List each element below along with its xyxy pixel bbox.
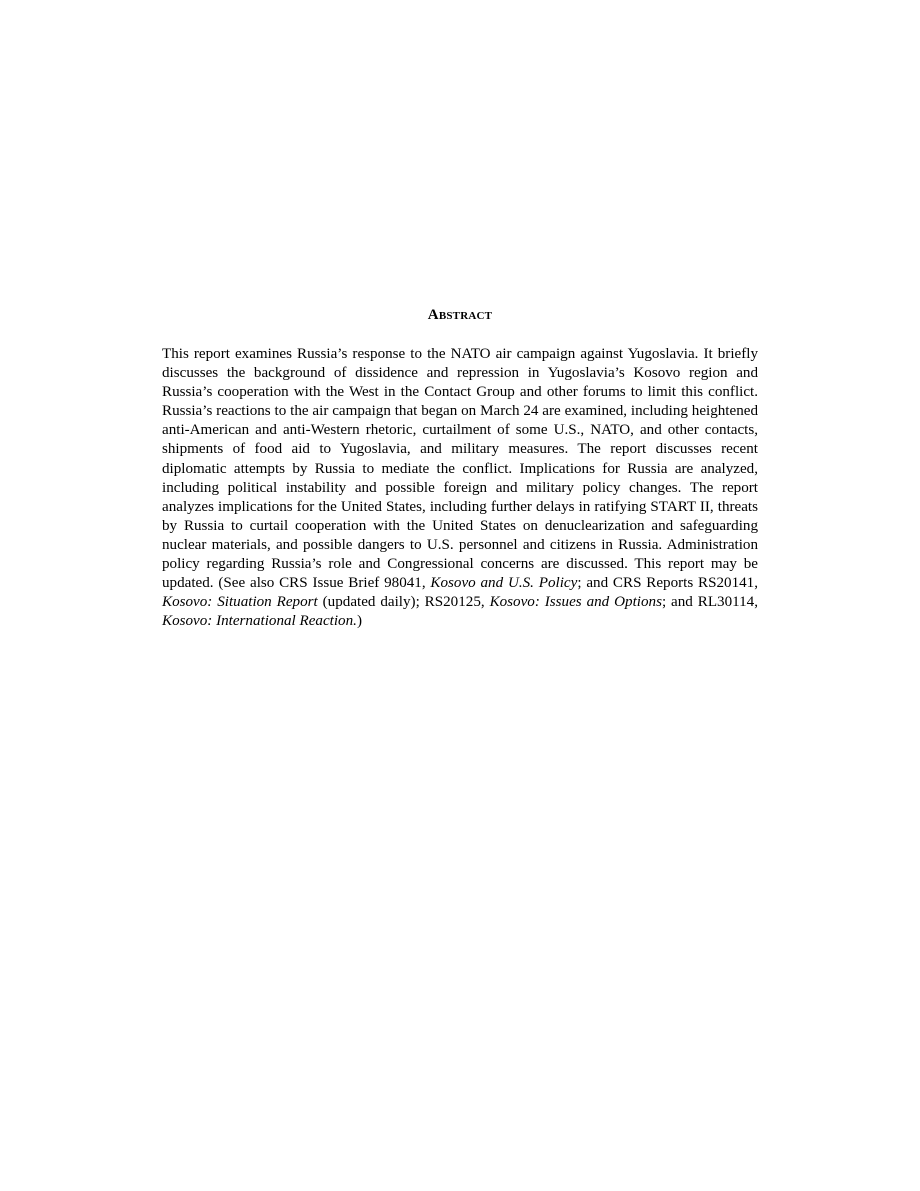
abstract-text-5: ) — [356, 613, 362, 630]
abstract-paragraph — [162, 345, 758, 631]
citation-kosovo-issues-options: Kosovo: Issues and Options — [489, 594, 662, 611]
citation-kosovo-international-reaction: Kosovo: International Reaction. — [162, 613, 357, 630]
citation-kosovo-situation-report: Kosovo: Situation Report — [162, 594, 318, 611]
abstract-text-4: ; and RL30114, — [661, 594, 758, 611]
abstract-heading: Abstract — [427, 307, 493, 323]
abstract-text-1: This report examines Russia’s response to the NATO air campaign against Yugoslavia. It briefly discusses the background of dissidence and repression in Yugoslavia’s Kosovo region and Russia’s cooperation with the West in the Contact Group and other forums to limit this conflict. Russia’s reactions to the air campaign that began on March 24 are examined, including heightened anti-American and anti-Western rhetoric, curtailment of some U.S., NATO, and other contacts, shipments of food aid to Yugoslavia, and military measures. The report discusses recent diplomatic attempts by Russia to mediate the conflict. Implications for Russia are analyzed, including political instability and possible foreign and military policy changes. The report analyzes implications for the United States, including further delays in ratifying START II, threats by Russia to curtail cooperation with the United States on denuclearization and safeguarding nuclear materials, and possible dangers to U.S. personnel and citizens in Russia. Administration policy regarding Russia’s role and Congressional concerns are discussed. This report may be updated. (See also CRS Issue Brief 98041, — [162, 346, 758, 592]
citation-kosovo-us-policy: Kosovo and U.S. Policy — [430, 575, 578, 592]
abstract-text-2: ; and CRS Reports RS20141, — [577, 575, 759, 592]
abstract-text-3: (updated daily); RS20125, — [317, 594, 490, 611]
